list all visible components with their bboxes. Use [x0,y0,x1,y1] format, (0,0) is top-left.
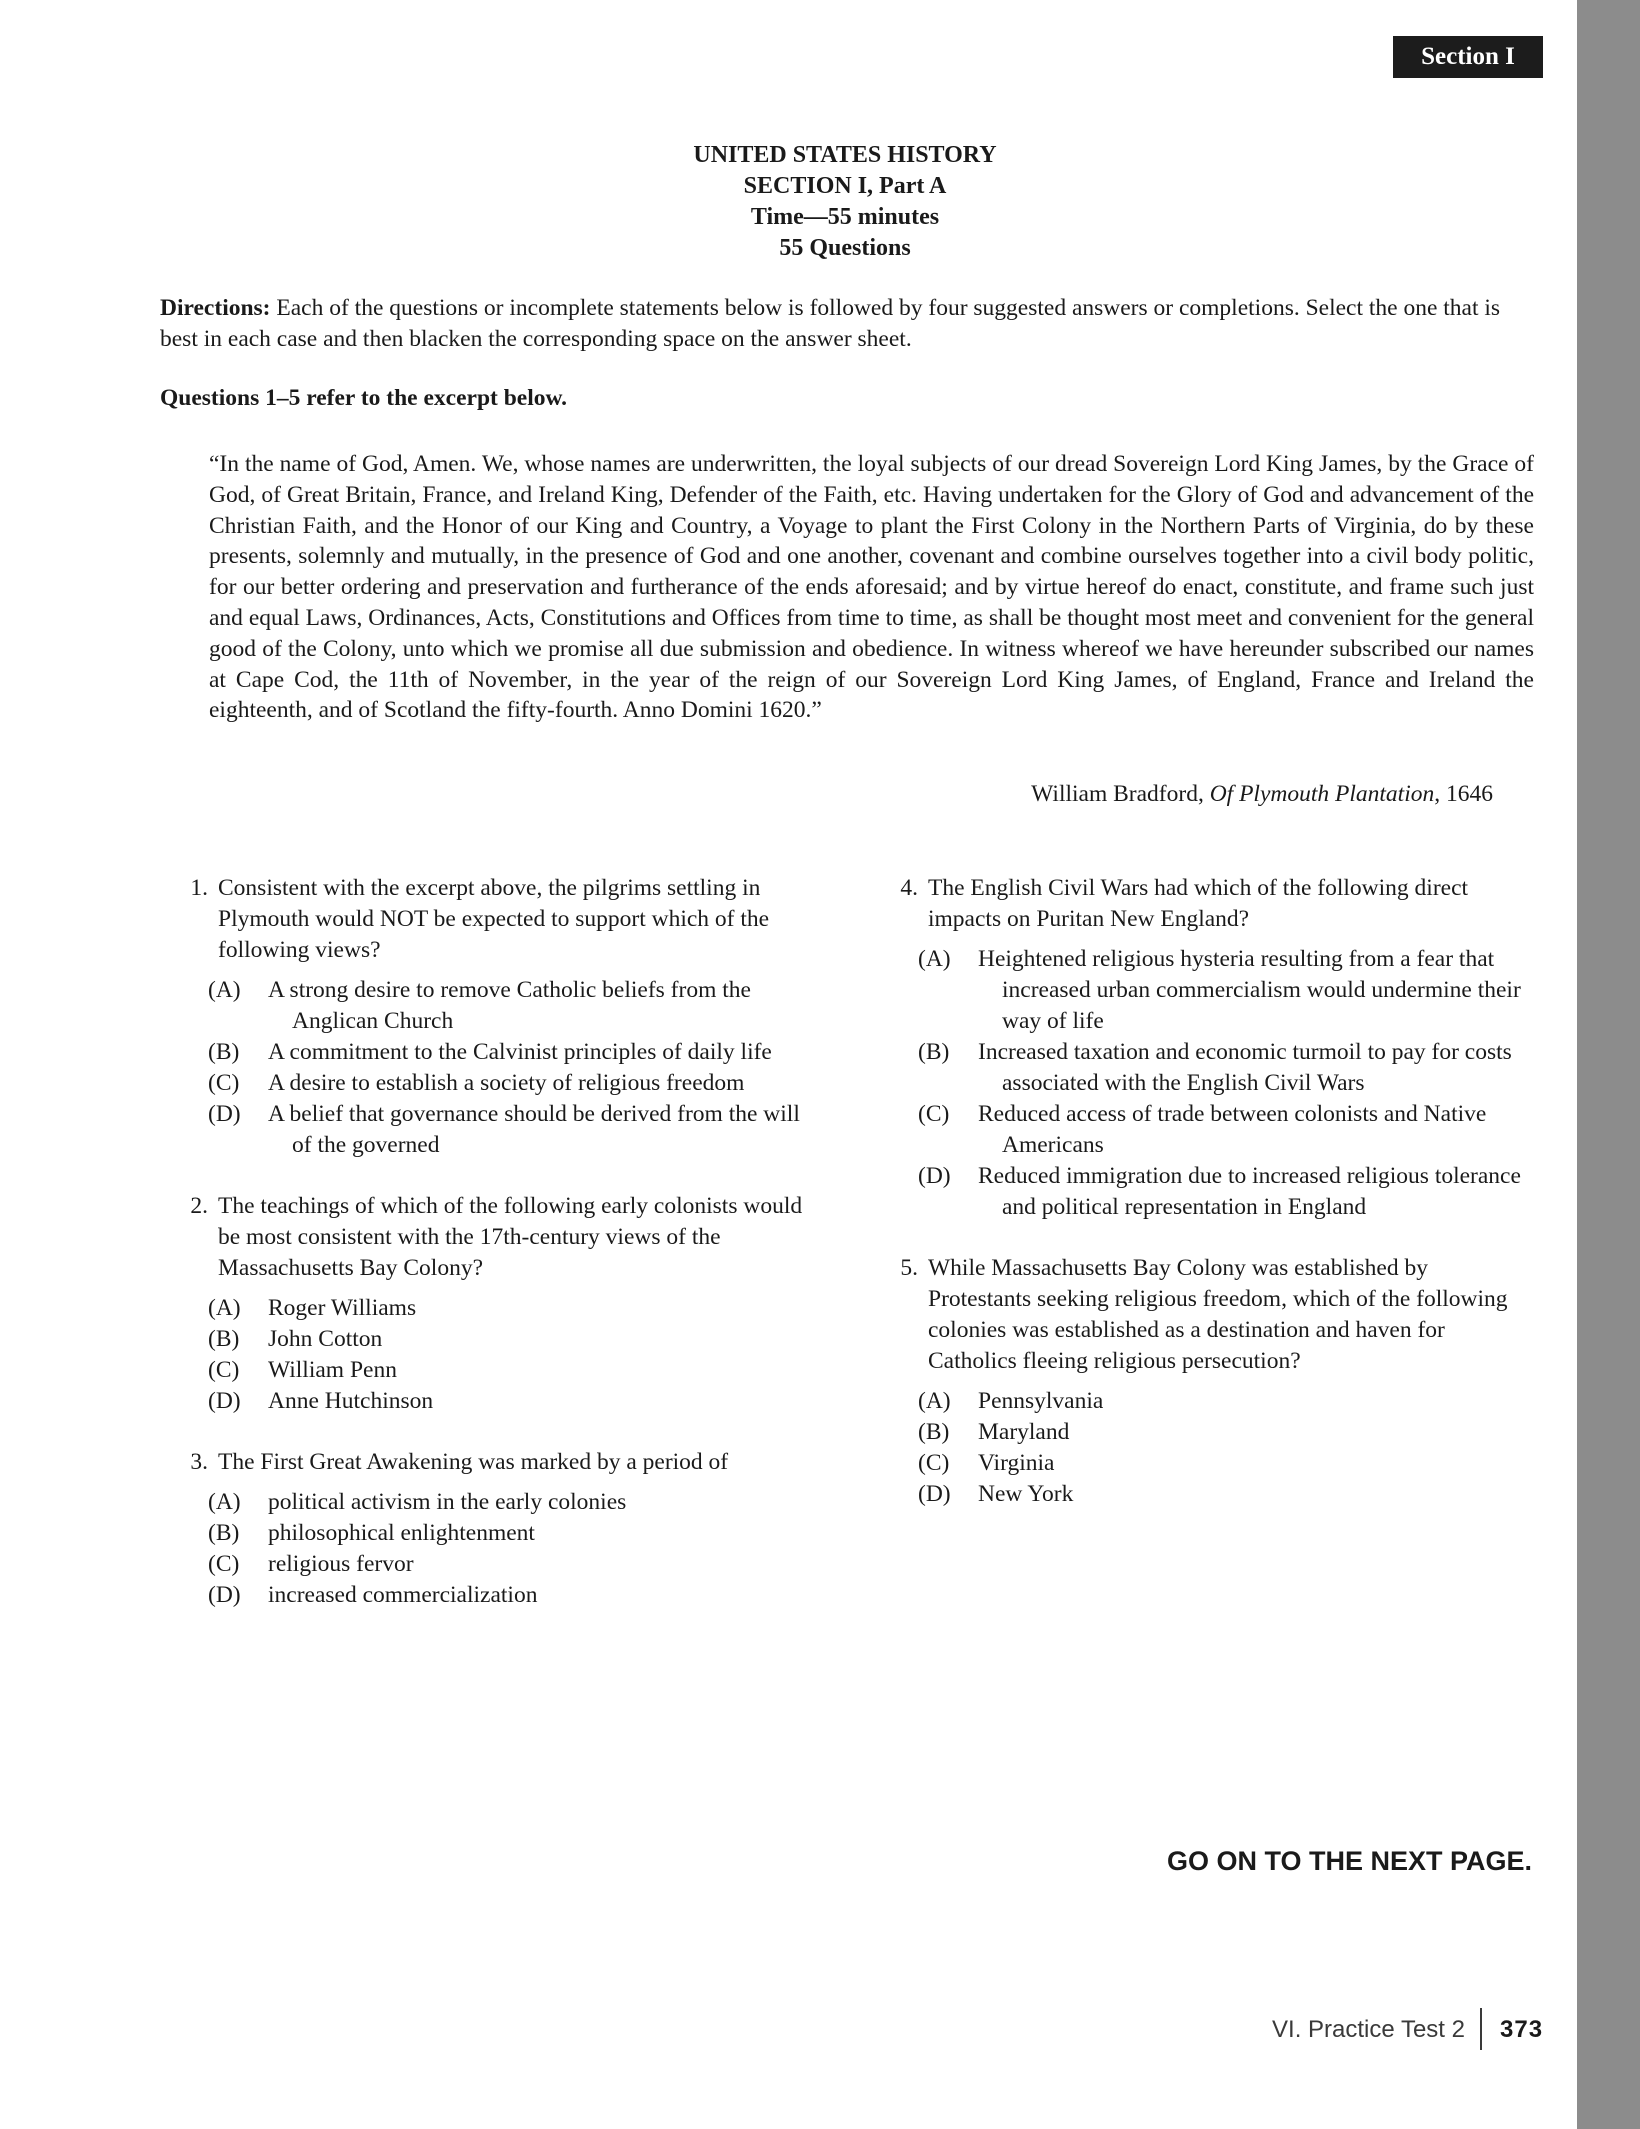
option-text: Pennsylvania [978,1388,1104,1414]
question-text: The English Civil Wars had which of the following direct impacts on Puritan New England? [928,875,1469,932]
header-line-3: Time—55 minutes [750,204,940,230]
answer-options [208,1293,820,1417]
option-letter: (A) [208,977,241,1003]
option-letter: (B) [208,1520,240,1546]
question-5 [870,1253,1530,1510]
page-header [160,140,1530,264]
option-letter: (A) [208,1489,241,1515]
directions-text: Each of the questions or incomplete statements below is followed by four suggested answers or completions. Select the one that is best in each case and then blacken the corresponding space on the answer sheet. [160,295,1501,352]
option-text: A strong desire to remove Catholic beliefs from the Anglican Church [268,977,751,1034]
answer-options [208,975,820,1161]
option-letter: (D) [918,1163,951,1189]
page-number: 373 [1500,2016,1544,2043]
footer-label: VI. Practice Test 2 [1272,2016,1465,2043]
option-text: A belief that governance should be derived from the will of the governed [268,1101,800,1158]
option-text: A desire to establish a society of religious freedom [268,1070,745,1096]
answer-option[interactable] [208,1099,820,1161]
option-text: philosophical enlightenment [268,1520,535,1546]
answer-option[interactable] [208,1293,820,1324]
left-column [160,873,820,1641]
option-letter: (A) [918,946,951,972]
answer-option[interactable] [918,1479,1530,1510]
questions-lead: Questions 1–5 refer to the excerpt below. [160,385,568,411]
option-text: New York [978,1481,1074,1507]
option-text: political activism in the early colonies [268,1489,627,1515]
answer-option[interactable] [208,1580,820,1611]
answer-option[interactable] [208,1068,820,1099]
attribution-year: , 1646 [1434,781,1493,807]
question-number: 4. [900,875,918,901]
answer-option[interactable] [918,1161,1530,1223]
option-letter: (A) [918,1388,951,1414]
next-page-notice: GO ON TO THE NEXT PAGE. [1166,1846,1532,1876]
option-text: John Cotton [268,1326,383,1352]
question-text: The First Great Awakening was marked by a period of [218,1449,729,1475]
attribution [700,779,1493,810]
option-letter: (C) [208,1070,240,1096]
answer-option[interactable] [208,1487,820,1518]
section-tab: Section I [1393,36,1543,78]
option-letter: (C) [918,1101,950,1127]
side-bar [1577,0,1640,2129]
question-number: 5. [900,1255,918,1281]
option-letter: (B) [208,1326,240,1352]
directions [160,293,1530,355]
answer-option[interactable] [918,944,1530,1037]
question-number: 2. [190,1193,208,1219]
option-letter: (D) [208,1582,241,1608]
option-letter: (C) [918,1450,950,1476]
question-number: 3. [190,1449,208,1475]
option-text: Maryland [978,1419,1070,1445]
answer-option[interactable] [208,1549,820,1580]
attribution-author: William Bradford, [1031,781,1204,807]
excerpt: “In the name of God, Amen. We, whose names are underwritten, the loyal subjects of our dread Sovereign Lord King James, by the Grace of God, of Great Britain, France, and Ireland King, Defender of the Faith, etc. Having undertaken for the Glory of God and advancement of the Christian Faith, and the Honor of our King and Country, a Voyage to plant the First Colony in the Northern Parts of Virginia, do by these presents, solemnly and mutually, in the presence of God and one another, covenant and combine ourselves together into a civil body politic, for our better ordering and preservation and furtherance of the ends aforesaid; and by virtue hereof do enact, constitute, and frame such just and equal Laws, Ordinances, Acts, Constitutions and Offices from time to time, as shall be thought most meet and convenient for the general good of the Colony, unto which we promise all due submission and obedience. In witness whereof we have hereunder subscribed our names at Cape Cod, the 11th of November, in the year of the reign of our Sovereign Lord King James, of England, France and Ireland the eighteenth, and of Scotland the fifty-fourth. Anno Domini 1620.” [209,451,1534,724]
question-3 [160,1447,820,1611]
answer-option[interactable] [208,1324,820,1355]
attribution-work: Of Plymouth Plantation [1209,781,1435,807]
answer-option[interactable] [208,1386,820,1417]
answer-option[interactable] [918,1386,1530,1417]
answer-options [208,1487,820,1611]
option-letter: (D) [208,1101,241,1127]
option-letter: (D) [918,1481,951,1507]
question-4 [870,873,1530,1223]
option-text: Roger Williams [268,1295,417,1321]
header-line-1: UNITED STATES HISTORY [693,142,997,168]
option-text: A commitment to the Calvinist principles of daily life [268,1039,772,1065]
question-text: The teachings of which of the following early colonists would be most consistent with the 17th-century views of the Massachusetts Bay Colony? [218,1193,803,1281]
option-letter: (B) [208,1039,240,1065]
answer-option[interactable] [208,975,820,1037]
option-letter: (C) [208,1551,240,1577]
option-text: Virginia [978,1450,1055,1476]
answer-option[interactable] [208,1518,820,1549]
answer-options [918,1386,1530,1510]
answer-option[interactable] [208,1037,820,1068]
option-text: Increased taxation and economic turmoil to pay for costs associated with the English Civil Wars [978,1039,1512,1096]
directions-lead: Directions: [160,295,271,321]
option-text: Anne Hutchinson [268,1388,434,1414]
option-text: religious fervor [268,1551,414,1577]
option-text: Heightened religious hysteria resulting from a fear that increased urban commercialism would undermine their way of life [978,946,1521,1034]
header-line-4: 55 Questions [779,235,911,261]
answer-option[interactable] [208,1355,820,1386]
question-text: While Massachusetts Bay Colony was established by Protestants seeking religious freedom, which of the following colonies was established as a destination and haven for Catholics fleeing religious persecution? [928,1255,1508,1374]
header-line-2: SECTION I, Part A [743,173,947,199]
answer-option[interactable] [918,1099,1530,1161]
question-number: 1. [190,875,208,901]
option-text: William Penn [268,1357,397,1383]
answer-options [918,944,1530,1223]
question-2 [160,1191,820,1417]
option-letter: (C) [208,1357,240,1383]
option-letter: (A) [208,1295,241,1321]
right-column [870,873,1530,1540]
option-letter: (B) [918,1419,950,1445]
answer-option[interactable] [918,1417,1530,1448]
option-letter: (D) [208,1388,241,1414]
question-text: Consistent with the excerpt above, the pilgrims settling in Plymouth would NOT be expected to support which of the following views? [218,875,770,963]
option-text: increased commercialization [268,1582,538,1608]
option-text: Reduced immigration due to increased religious tolerance and political representation in England [978,1163,1521,1220]
answer-option[interactable] [918,1448,1530,1479]
option-letter: (B) [918,1039,950,1065]
answer-option[interactable] [918,1037,1530,1099]
footer-divider [1480,2008,1482,2050]
option-text: Reduced access of trade between colonists and Native Americans [978,1101,1487,1158]
question-1 [160,873,820,1161]
